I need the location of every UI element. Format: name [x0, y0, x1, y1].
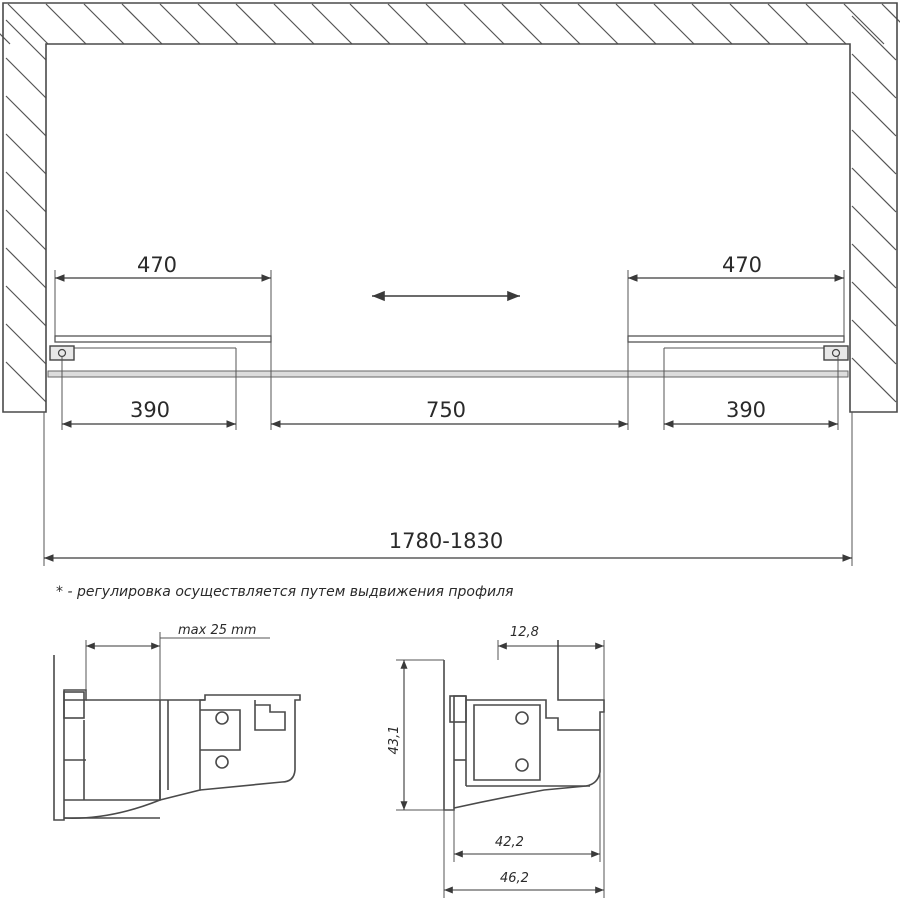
- right-wall-profile: [824, 346, 848, 360]
- profile-detail-right: [387, 625, 604, 898]
- label-right-panel-width: 470: [721, 253, 763, 277]
- wall-niche: [0, 3, 900, 412]
- label-left-panel-width: 470: [136, 253, 178, 277]
- label-left-opening: 390: [129, 398, 171, 422]
- right-panel: [628, 336, 844, 342]
- bottom-rail: [48, 371, 848, 377]
- label-dim-top: 12,8: [510, 625, 539, 640]
- label-dim-height: 43,1: [387, 725, 402, 755]
- label-dim-inner: 42,2: [495, 835, 524, 850]
- label-total-width: 1780-1830: [388, 529, 504, 553]
- dimension-lines: [44, 253, 852, 566]
- wall-outline: [3, 3, 897, 412]
- label-center-opening: 750: [425, 398, 467, 422]
- label-right-opening: 390: [725, 398, 767, 422]
- shower-panels-top-view: [48, 296, 848, 377]
- left-panel: [55, 336, 271, 342]
- profile-detail-left: [54, 623, 300, 820]
- adjustment-note: * - регулировка осуществляется путем выдвижения профиля: [56, 584, 514, 600]
- label-dim-outer: 46,2: [500, 871, 529, 886]
- label-max-adjustment: max 25 mm: [178, 623, 257, 638]
